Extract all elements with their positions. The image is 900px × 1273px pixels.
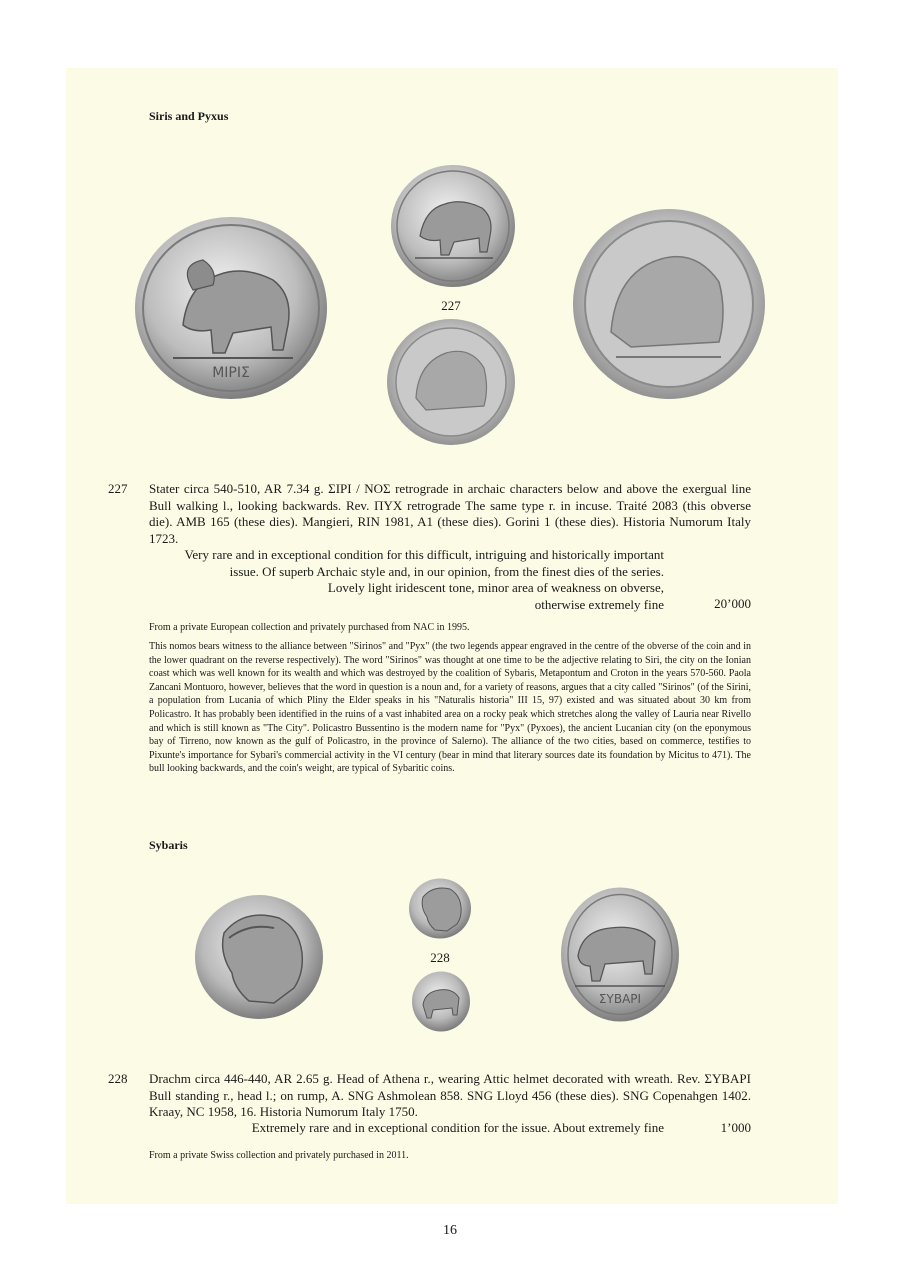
coin-227-obverse-large-image bbox=[133, 215, 329, 401]
page-number: 16 bbox=[443, 1223, 457, 1238]
svg-text:ΜΙΡΙΣ: ΜΙΡΙΣ bbox=[212, 365, 250, 381]
lot-227-condition-line: Very rare and in exceptional condition for this difficult, intriguing and historically important bbox=[184, 547, 664, 562]
lot-228-condition-line: Extremely rare and in exceptional condition for the issue. About extremely fine bbox=[251, 1120, 664, 1135]
lot-227-condition-line: Lovely light iridescent tone, minor area of weakness on obverse, bbox=[327, 580, 664, 596]
lot-227-provenance: From a private European collection and privately purchased from NAC in 1995. bbox=[149, 622, 470, 633]
lot-228-condition bbox=[252, 1120, 664, 1137]
coin-228-obverse-large-image bbox=[194, 893, 324, 1020]
lot-227-condition-line: otherwise extremely fine bbox=[534, 596, 664, 612]
lot-228-number: 228 bbox=[108, 1071, 128, 1086]
lot-228-description: Drachm circa 446-440, AR 2.65 g. Head of Athena r., wearing Attic helmet decorated with wreath. Rev. ΣΥΒΑΡΙ Bull standing r., head l.; on rump, A. SNG Ashmolean 858. SNG Lloyd 456 (these dies). SNG Copenahgen 1402. Kraay, NC 1958, 16. Historia Numorum Italy 1750. bbox=[149, 1071, 751, 1120]
coin-228-reverse-small-image bbox=[411, 970, 471, 1033]
lot-227-historical-note: This nomos bears witness to the alliance between "Sirinos" and "Pyx" (the two legends appear engraved in the centre of the obverse of the coin and in the lower quadrant on the reverse respectively). The word "Sirinos" was thought at one time to be the adjective relating to Siri, the city on the Ionian coast which was well known for its wealth and which was destroyed by the coalition of Sybaris, Metapontum and Croton in the years 570-560. Paola Zancani Montuoro, however, believes that the word in question is a noun and, for a variety of reasons, argues that a city called "Sirinos" (of the Sirini, a population from Lucania of which Pliny the Elder speaks in his "Naturalis historia" III 15, 97) existed and was situated about 30 km from Policastro. It has probably been identified in the ruins of a vast inhabited area on a rocky peak which stretches along the valley of Lauria near Rivello and which is still known as "The City". Policastro Bussentino is the modern name for "Pyx" (Pyxoes), the ancient Lucanian city (on the eponymous bay of Tirreno, now known as the gulf of Policastro, in the province of Salerno). The alliance of the two cities, based on commerce, testifies to Pixunte's importance for Sybari's commercial activity in the VI century (bear in mind that literary sources date its foundation by Micitus to 471). The bull looking backwards, and the coin's weight, are typical of Sybaritic coins. bbox=[149, 641, 751, 775]
coin-227-reverse-small-image bbox=[386, 318, 516, 446]
lot-227-description: Stater circa 540-510, AR 7.34 g. ΣΙΡΙ / ΝΟΣ retrograde in archaic characters below and above the exergual line Bull walking l., looking backwards. Rev. ΠΥΧ retrograde The same type r. in incuse. Traité 2083 (this obverse die). AMB 165 (these dies). Mangieri, RIN 1981, A1 (these dies). Gorini 1 (these dies). Historia Numorum Italy 1723. bbox=[149, 481, 751, 546]
coin-228-reverse-large-image bbox=[560, 886, 680, 1023]
coin-228-obverse-small-image bbox=[408, 877, 472, 940]
lot-227-condition bbox=[184, 547, 664, 613]
coin-227-reverse-large-image bbox=[571, 207, 767, 401]
section-heading-sybaris: Sybaris bbox=[149, 838, 188, 852]
coin-228-lot-label: 228 bbox=[430, 950, 450, 965]
coin-227-lot-label: 227 bbox=[441, 298, 461, 313]
lot-227-number: 227 bbox=[108, 481, 128, 496]
lot-228-provenance: From a private Swiss collection and privately purchased in 2011. bbox=[149, 1150, 409, 1161]
lot-227-condition-line: issue. Of superb Archaic style and, in our opinion, from the finest dies of the series. bbox=[229, 563, 664, 579]
lot-228-price: 1’000 bbox=[720, 1120, 751, 1135]
lot-227-price: 20’000 bbox=[714, 596, 751, 611]
svg-text:ΣΥΒΑΡΙ: ΣΥΒΑΡΙ bbox=[598, 992, 642, 1006]
section-heading-siris-pyxus: Siris and Pyxus bbox=[149, 109, 229, 123]
coin-227-obverse-small-image bbox=[390, 164, 516, 288]
